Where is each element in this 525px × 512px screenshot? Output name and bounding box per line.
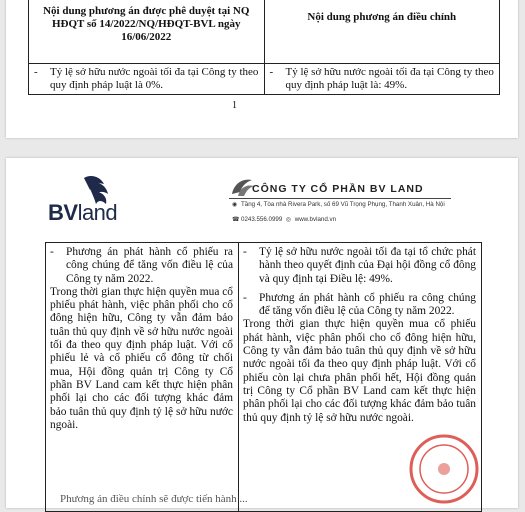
company-contacts: ☎0243.556.0999 ◎ www.bvland.vn (232, 216, 337, 223)
table-header-adjusted: Nội dung phương án điều chỉnh (264, 0, 500, 64)
bullet-dash: - (243, 246, 247, 258)
cell-text: Tỷ lệ sở hữu nước ngoài tối đa tại Công ty theo quy định pháp luật là 0%. (50, 66, 259, 92)
next-page-partial-text: Phương án điều chỉnh sẽ được tiến hành ... (60, 493, 248, 505)
document-page-2 (6, 158, 518, 508)
page-number: 1 (232, 100, 237, 111)
document-page-1 (6, 0, 518, 138)
company-address: ◉ Tầng 4, Tòa nhà Rivera Park, số 69 Vũ Trọng Phụng, Thanh Xuân, Hà Nội (232, 201, 445, 208)
globe-icon: ◎ (285, 216, 292, 223)
comparison-table-1 (28, 0, 500, 95)
company-name: CÔNG TY CỔ PHẦN BV LAND (252, 183, 424, 195)
table-cell-approved (29, 64, 265, 95)
table-cell-approved-continued (46, 243, 239, 512)
bullet-dash: - (243, 291, 247, 304)
table-cell-adjusted (264, 64, 500, 95)
cell-bullet-text: Phương án phát hành cổ phiếu ra công chúng để tăng vốn điều lệ của Công ty năm 2022. (259, 291, 476, 318)
cell-text: Tỷ lệ sở hữu nước ngoài tối đa tại Công ty theo quy định pháp luật là: 49%. (285, 66, 494, 92)
company-seal-icon (408, 433, 480, 505)
logo-wordmark: BVland (48, 200, 118, 225)
header-divider (229, 198, 451, 199)
bullet-dash: - (269, 66, 274, 78)
cell-paragraph: Trong thời gian thực hiện quyền mua cổ phiếu phát hành, việc phân phối cho cổ đông hiện hữu, Công ty vẫn đảm bảo tuân thủ quy định về sở hữu nước ngoài tối đa theo quy định pháp luật. Với cổ phiếu lẻ và cổ phiếu cổ đông từ chối mua, Hội đồng quản trị Công ty Cổ phần BV Land cam kết thực hiện phân phối lại cho các đối tượng khác đảm bảo tuân thủ quy định tỷ lệ sở hữu nước ngoài. (50, 285, 233, 431)
location-pin-icon: ◉ (232, 201, 238, 208)
bullet-dash: - (34, 66, 38, 78)
cell-bullet-text: Phương án phát hành cổ phiếu ra công chúng để tăng vốn điều lệ của Công ty năm 2022. (66, 246, 233, 285)
cell-paragraph: Trong thời gian thực hiện quyền mua cổ phiếu phát hành, việc phân phối cho cổ đông hiện hữu, Công ty vẫn đảm bảo tuân thủ quy định về sở hữu nước ngoài tối đa theo quy định pháp luật. Với cổ phiếu còn lại chưa phân phối hết, Hội đồng quản trị Công ty Cổ phần BV Land cam kết thực hiện phân phối lại cho các đối tượng khác đảm bảo tuân thủ quy định tỷ lệ sở hữu nước ngoài. (243, 318, 476, 424)
bullet-dash: - (50, 246, 54, 258)
table-header-approved: Nội dung phương án được phê duyệt tại NQ HĐQT số 14/2022/NQ/HĐQT-BVL ngày 16/06/2022 (29, 0, 265, 64)
cell-bullet-text: Tỷ lệ sở hữu nước ngoài tối đa tại tổ chức phát hành theo quyết định của Đại hội đồng cổ đông và quy định tại Điều lệ: 49%. (259, 246, 476, 285)
phone-icon: ☎ (232, 216, 240, 223)
